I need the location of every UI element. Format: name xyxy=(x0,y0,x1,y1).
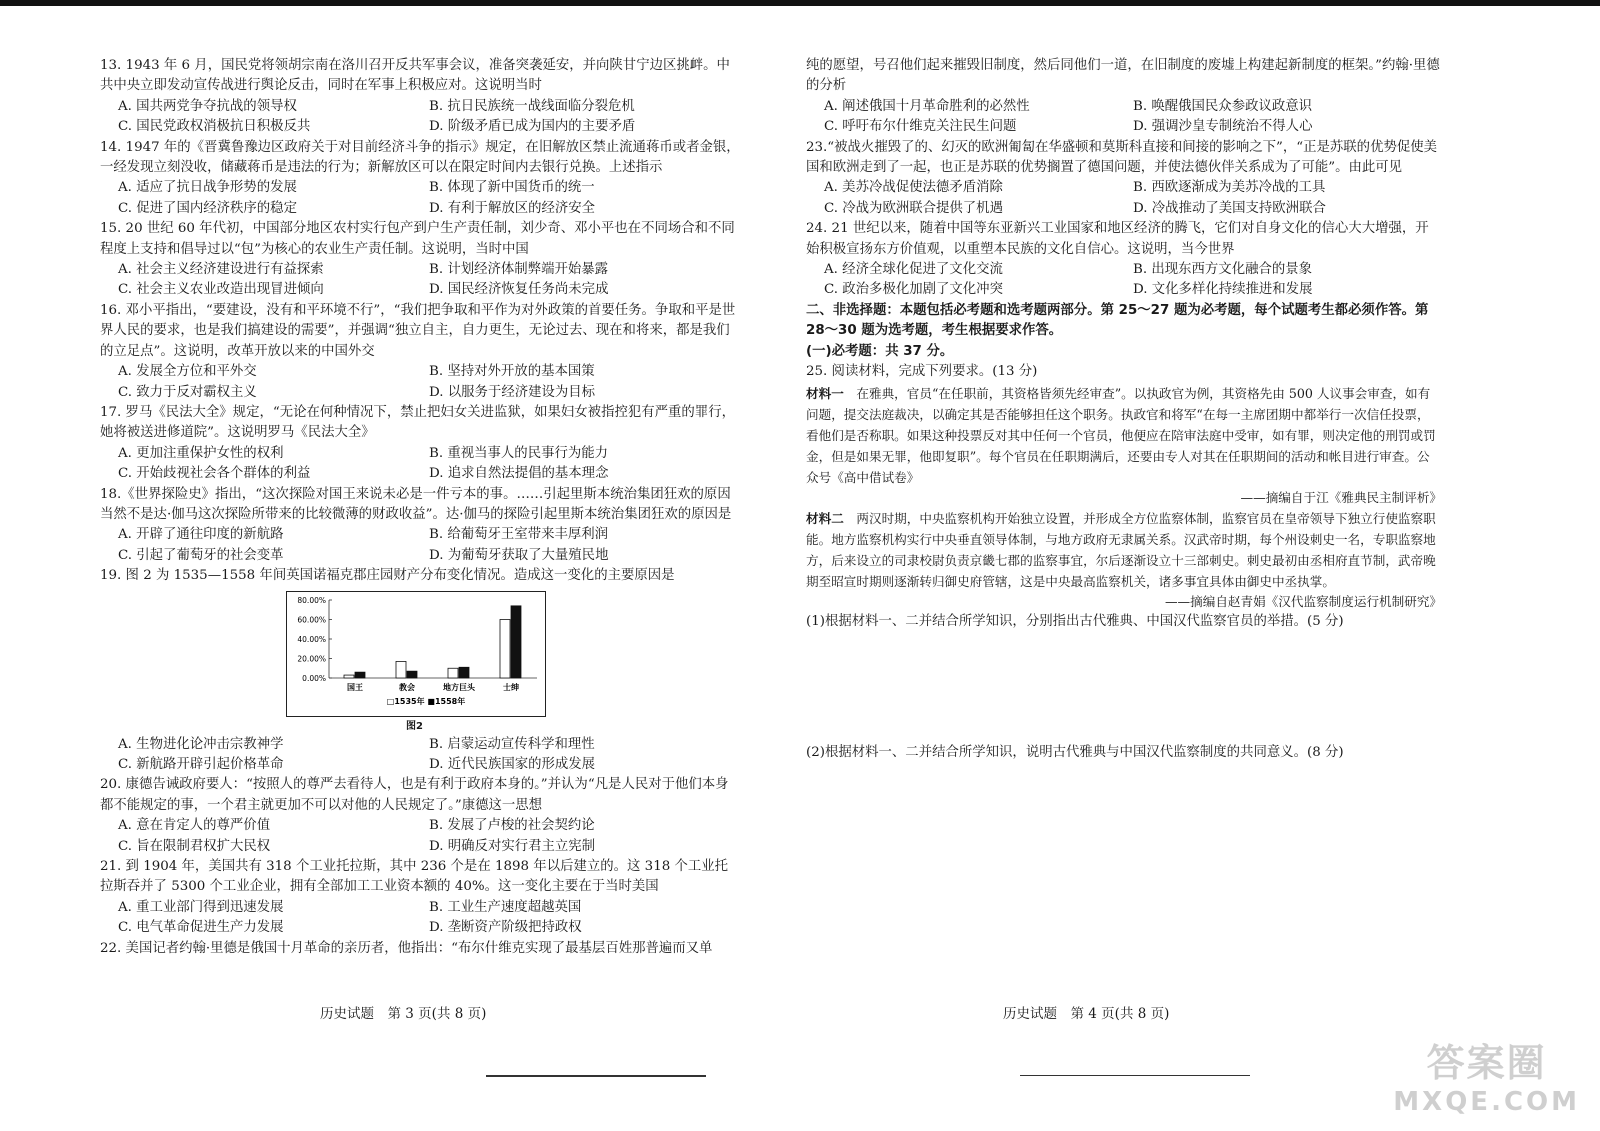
option-a: A. 社会主义经济建设进行有益探索 xyxy=(118,262,324,278)
option-c: C. 电气革命促进生产力发展 xyxy=(118,920,284,936)
question-16-options xyxy=(100,362,740,403)
figure-2-caption: 图2 xyxy=(406,720,423,732)
bar-1535年 xyxy=(500,619,510,678)
option-d: D. 阶级矛盾已成为国内的主要矛盾 xyxy=(429,119,636,135)
y-tick-label: 0.00% xyxy=(302,673,326,683)
option-b: B. 启蒙运动宣传科学和理性 xyxy=(429,736,595,752)
x-tick-label: 地方巨头 xyxy=(443,682,475,692)
question-21-stem: 21. 到 1904 年，美国共有 318 个工业托拉斯，其中 236 个是在 1898 年以后建立的。这 318 个工业托拉斯吞并了 5300 个工业企业，拥有全部加工工业资本额的 40%。这一变化主要在于当时美国 xyxy=(100,859,729,895)
option-c: C. 开始歧视社会各个群体的利益 xyxy=(118,466,311,482)
option-d: D. 明确反对实行君主立宪制 xyxy=(429,838,596,854)
option-d: D. 冷战推动了美国支持欧洲联合 xyxy=(1133,200,1326,216)
material-2 xyxy=(806,508,1442,592)
option-a: A. 生物进化论冲击宗教神学 xyxy=(118,736,284,752)
x-tick-label: 国王 xyxy=(347,682,363,692)
material-1-source: ——摘编自于江《雅典民主制评析》 xyxy=(1240,489,1442,505)
bottom-scan-line xyxy=(486,1075,706,1077)
option-b: B. 坚持对外开放的基本国策 xyxy=(429,364,595,380)
watermark-logo xyxy=(1393,1032,1580,1117)
option-c: C. 国民党政权消极抗日积极反共 xyxy=(118,119,311,135)
option-a: A. 阐述俄国十月革命胜利的必然性 xyxy=(824,98,1030,114)
question-22-options xyxy=(806,97,1442,138)
question-17-options xyxy=(100,444,740,485)
option-c: C. 呼吁布尔什维克关注民生问题 xyxy=(824,119,1017,135)
question-16-stem: 16. 邓小平指出，“要建设，没有和平环境不行”，“我们把争取和平作为对外政策的首要任务。争取和平是世界人民的要求，也是我们搞建设的需要”，并强调“独立自主，自力更生，无论过去、现在和将来，都是我们的立足点”。这说明，改革开放以来的中国外交 xyxy=(100,302,736,359)
left-page-footer: 历史试题 第 3 页(共 8 页) xyxy=(320,1006,487,1022)
option-c: C. 促进了国内经济秩序的稳定 xyxy=(118,200,297,216)
option-a: A. 国共两党争夺抗战的领导权 xyxy=(118,98,297,114)
y-tick-label: 20.00% xyxy=(297,654,326,664)
question-20-stem: 20. 康德告诫政府要人：“按照人的尊严去看待人，也是有利于政府本身的。”并认为“凡是人民对于他们本身都不能规定的事，一个君主就更加不可以对他的人民规定了。”康德这一思想 xyxy=(100,777,729,813)
bar-1558年 xyxy=(511,605,521,677)
question-19-stem: 19. 图 2 为 1535—1558 年间英国诺福克郡庄园财产分布变化情况。造成这一变化的主要原因是 xyxy=(100,568,675,584)
option-b: B. 给葡萄牙王室带来丰厚利润 xyxy=(429,527,609,543)
material-1-text: 在雅典，官员“在任职前，其资格皆须先经审查”。以执政官为例，其资格先由 500 人议事会审查，如有问题，提交法庭裁决，以确定其是否能够担任这个职务。执政官和将军“在每一主席团期中都举行一次信任投票，看他们是否称职。如果这种投票反对其中任何一个官员，他便应在陪审法庭中受审，如有罪，则决定他的刑罚或罚金，但是如果无罪，他即复职”。每个官员在任职期满后，还要由专人对其在任职期间的活动和帐目进行审查。公众号《高中借试卷》 xyxy=(806,385,1436,485)
bar-1558年 xyxy=(355,672,365,678)
question-21-options xyxy=(100,898,740,939)
right-page xyxy=(806,56,1442,763)
y-tick-label: 60.00% xyxy=(297,615,326,625)
option-a: A. 适应了抗日战争形势的发展 xyxy=(118,180,297,196)
question-13-options xyxy=(100,97,740,138)
option-a: A. 重工业部门得到迅速发展 xyxy=(118,899,284,915)
sub-question-2: (2)根据材料一、二并结合所学知识，说明古代雅典与中国汉代监察制度的共同意义。(8 分) xyxy=(806,744,1344,760)
option-d: D. 文化多样化持续推进和发展 xyxy=(1133,282,1313,298)
question-19-options xyxy=(100,735,740,776)
option-c: C. 旨在限制君权扩大民权 xyxy=(118,838,271,854)
material-2-text: 两汉时期，中央监察机构开始独立设置，并形成全方位监察体制，监察官员在皇帝领导下独立行使监察职能。地方监察机构实行中央垂直领导体制，与地方政府无隶属关系。汉武帝时期，每个州设刺史一名，专职监察地方，后来设立的司隶校尉负责京畿七郡的监察事宜，尔后逐渐设立十三部刺史。刺史最初由丞相府直节制，武帝晚期至昭宣时期则逐渐转归御史府管辖，这是中央最高监察机关，诸多事宜具体由御史中丞执掌。 xyxy=(806,510,1436,589)
option-a: A. 开辟了通往印度的新航路 xyxy=(118,527,284,543)
x-tick-label: 士绅 xyxy=(503,682,519,692)
question-18-options xyxy=(100,525,740,566)
section-2-heading: 二、非选择题：本题包括必考题和选考题两部分。第 25～27 题为必考题，每个试题考生都必须作答。第 28～30 题为选考题，考生根据要求作答。 xyxy=(806,302,1429,339)
option-b: B. 重视当事人的民事行为能力 xyxy=(429,445,609,461)
y-tick-label: 40.00% xyxy=(297,634,326,644)
option-b: B. 西欧逐渐成为美苏冷战的工具 xyxy=(1133,180,1326,196)
bar-1535年 xyxy=(344,675,354,678)
option-d: D. 强调沙皇专制统治不得人心 xyxy=(1133,119,1313,135)
option-c: C. 致力于反对霸权主义 xyxy=(118,384,257,400)
option-b: B. 抗日民族统一战线面临分裂危机 xyxy=(429,98,635,114)
option-d: D. 有利于解放区的经济安全 xyxy=(429,200,596,216)
bottom-scan-line xyxy=(1020,1075,1250,1076)
option-d: D. 近代民族国家的形成发展 xyxy=(429,756,596,772)
question-20-options xyxy=(100,816,740,857)
option-b: B. 唤醒俄国民众参政议政意识 xyxy=(1133,98,1313,114)
question-23-stem: 23.“被战火摧毁了的、幻灭的欧洲匍匐在华盛顿和莫斯科直接和间接的影响之下”，“正是苏联的优势促使美国和欧洲走到了一起，也正是苏联的优势搁置了德国问题，并使法德伙伴关系成为了可能”。由此可见 xyxy=(806,139,1438,176)
option-c: C. 冷战为欧洲联合提供了机遇 xyxy=(824,200,1003,216)
bar-1558年 xyxy=(407,671,417,678)
question-24-options xyxy=(806,260,1442,301)
option-b: B. 工业生产速度超越英国 xyxy=(429,899,582,915)
option-d: D. 国民经济恢复任务尚未完成 xyxy=(429,282,609,298)
material-1-label: 材料一 xyxy=(806,385,844,401)
bar-1558年 xyxy=(459,667,469,678)
option-a: A. 经济全球化促进了文化交流 xyxy=(824,262,1003,278)
option-d: D. 垄断资产阶级把持政权 xyxy=(429,920,582,936)
option-c: C. 引起了葡萄牙的社会变革 xyxy=(118,547,284,563)
page-top-border xyxy=(0,0,1600,6)
question-15-options xyxy=(100,260,740,301)
question-15-stem: 15. 20 世纪 60 年代初，中国部分地区农村实行包产到户生产责任制，刘少奇、邓小平也在不同场合和不同程度上支持和倡导过以“包”为核心的农业生产责任制。这说明，当时中国 xyxy=(100,221,735,257)
question-22-stem-start: 22. 美国记者约翰·里德是俄国十月革命的亲历者，他指出：“布尔什维克实现了最基层百姓那普遍而又单 xyxy=(100,940,713,956)
option-d: D. 为葡萄牙获取了大量殖民地 xyxy=(429,547,609,563)
option-b: B. 计划经济体制弊端开始暴露 xyxy=(429,262,609,278)
option-d: D. 追求自然法提倡的基本理念 xyxy=(429,466,609,482)
question-13-stem: 13. 1943 年 6 月，国民党将领胡宗南在洛川召开反共军事会议，准备突袭延安，并向陕甘宁边区挑衅。中共中央立即发动宣传战进行舆论反击，同时在军事上积极应对。这说明当时 xyxy=(100,58,730,94)
figure-2-chart xyxy=(286,591,546,717)
x-tick-label: 教会 xyxy=(399,682,415,692)
option-a: A. 意在肯定人的尊严价值 xyxy=(118,818,271,834)
option-c: C. 政治多极化加剧了文化冲突 xyxy=(824,282,1003,298)
option-b: B. 出现东西方文化融合的景象 xyxy=(1133,262,1313,278)
question-25-stem: 25. 阅读材料，完成下列要求。(13 分) xyxy=(806,364,1038,380)
option-a: A. 美苏冷战促使法德矛盾消除 xyxy=(824,180,1003,196)
question-18-stem: 18.《世界探险史》指出，“这次探险对国王来说未必是一件亏本的事。……引起里斯本统治集团狂欢的原因当然不是达·伽马这次探险所带来的比较微薄的财政收益”。达·伽马的探险引起里斯本统治集团狂欢的原因是 xyxy=(100,486,732,522)
bar-1535年 xyxy=(448,668,458,678)
chart-legend: □1535年 ■1558年 xyxy=(386,696,466,706)
answer-space-1 xyxy=(806,633,1442,743)
bar-chart-svg xyxy=(287,592,545,716)
watermark-top-text: 答案圈 xyxy=(1426,1041,1547,1085)
right-page-footer: 历史试题 第 4 页(共 8 页) xyxy=(1003,1006,1170,1022)
material-2-source: ——摘编自赵青娟《汉代监察制度运行机制研究》 xyxy=(1164,593,1442,609)
option-d: D. 以服务于经济建设为目标 xyxy=(429,384,596,400)
question-23-options xyxy=(806,178,1442,219)
left-page xyxy=(100,56,740,959)
question-17-stem: 17. 罗马《民法大全》规定，“无论在何种情况下，禁止把妇女关进监狱，如果妇女被指控犯有严重的罪行，她将被送进修道院”。这说明罗马《民法大全》 xyxy=(100,404,735,441)
watermark-bottom-text: MXQE.COM xyxy=(1393,1087,1580,1117)
option-a: A. 更加注重保护女性的权利 xyxy=(118,445,284,461)
question-24-stem: 24. 21 世纪以来，随着中国等东亚新兴工业国家和地区经济的腾飞，它们对自身文化的信心大大增强，开始积极宣扬东方价值观，以重塑本民族的文化自信心。这说明，当今世界 xyxy=(806,221,1429,257)
y-tick-label: 80.00% xyxy=(297,595,326,605)
bar-1535年 xyxy=(396,661,406,678)
material-1 xyxy=(806,383,1442,488)
question-14-options xyxy=(100,178,740,219)
question-22-stem-continued: 纯的愿望，号召他们起来摧毁旧制度，然后同他们一道，在旧制度的废墟上构建起新制度的框架。”约翰·里德的分析 xyxy=(806,58,1440,94)
option-a: A. 发展全方位和平外交 xyxy=(118,364,257,380)
option-b: B. 发展了卢梭的社会契约论 xyxy=(429,818,595,834)
option-b: B. 体现了新中国货币的统一 xyxy=(429,180,595,196)
required-section-heading: (一)必考题：共 37 分。 xyxy=(806,343,954,359)
question-14-stem: 14. 1947 年的《晋冀鲁豫边区政府关于对目前经济斗争的指示》规定，在旧解放区禁止流通蒋币或者金银，一经发现立刻没收，储藏蒋币是违法的行为；新解放区可以在限定时间内去银行兑换。上述指示 xyxy=(100,139,740,176)
material-2-label: 材料二 xyxy=(806,510,844,526)
sub-question-1: (1)根据材料一、二并结合所学知识，分别指出古代雅典、中国汉代监察官员的举措。(5 分) xyxy=(806,614,1344,630)
option-c: C. 新航路开辟引起价格革命 xyxy=(118,756,284,772)
option-c: C. 社会主义农业改造出现冒进倾向 xyxy=(118,282,324,298)
